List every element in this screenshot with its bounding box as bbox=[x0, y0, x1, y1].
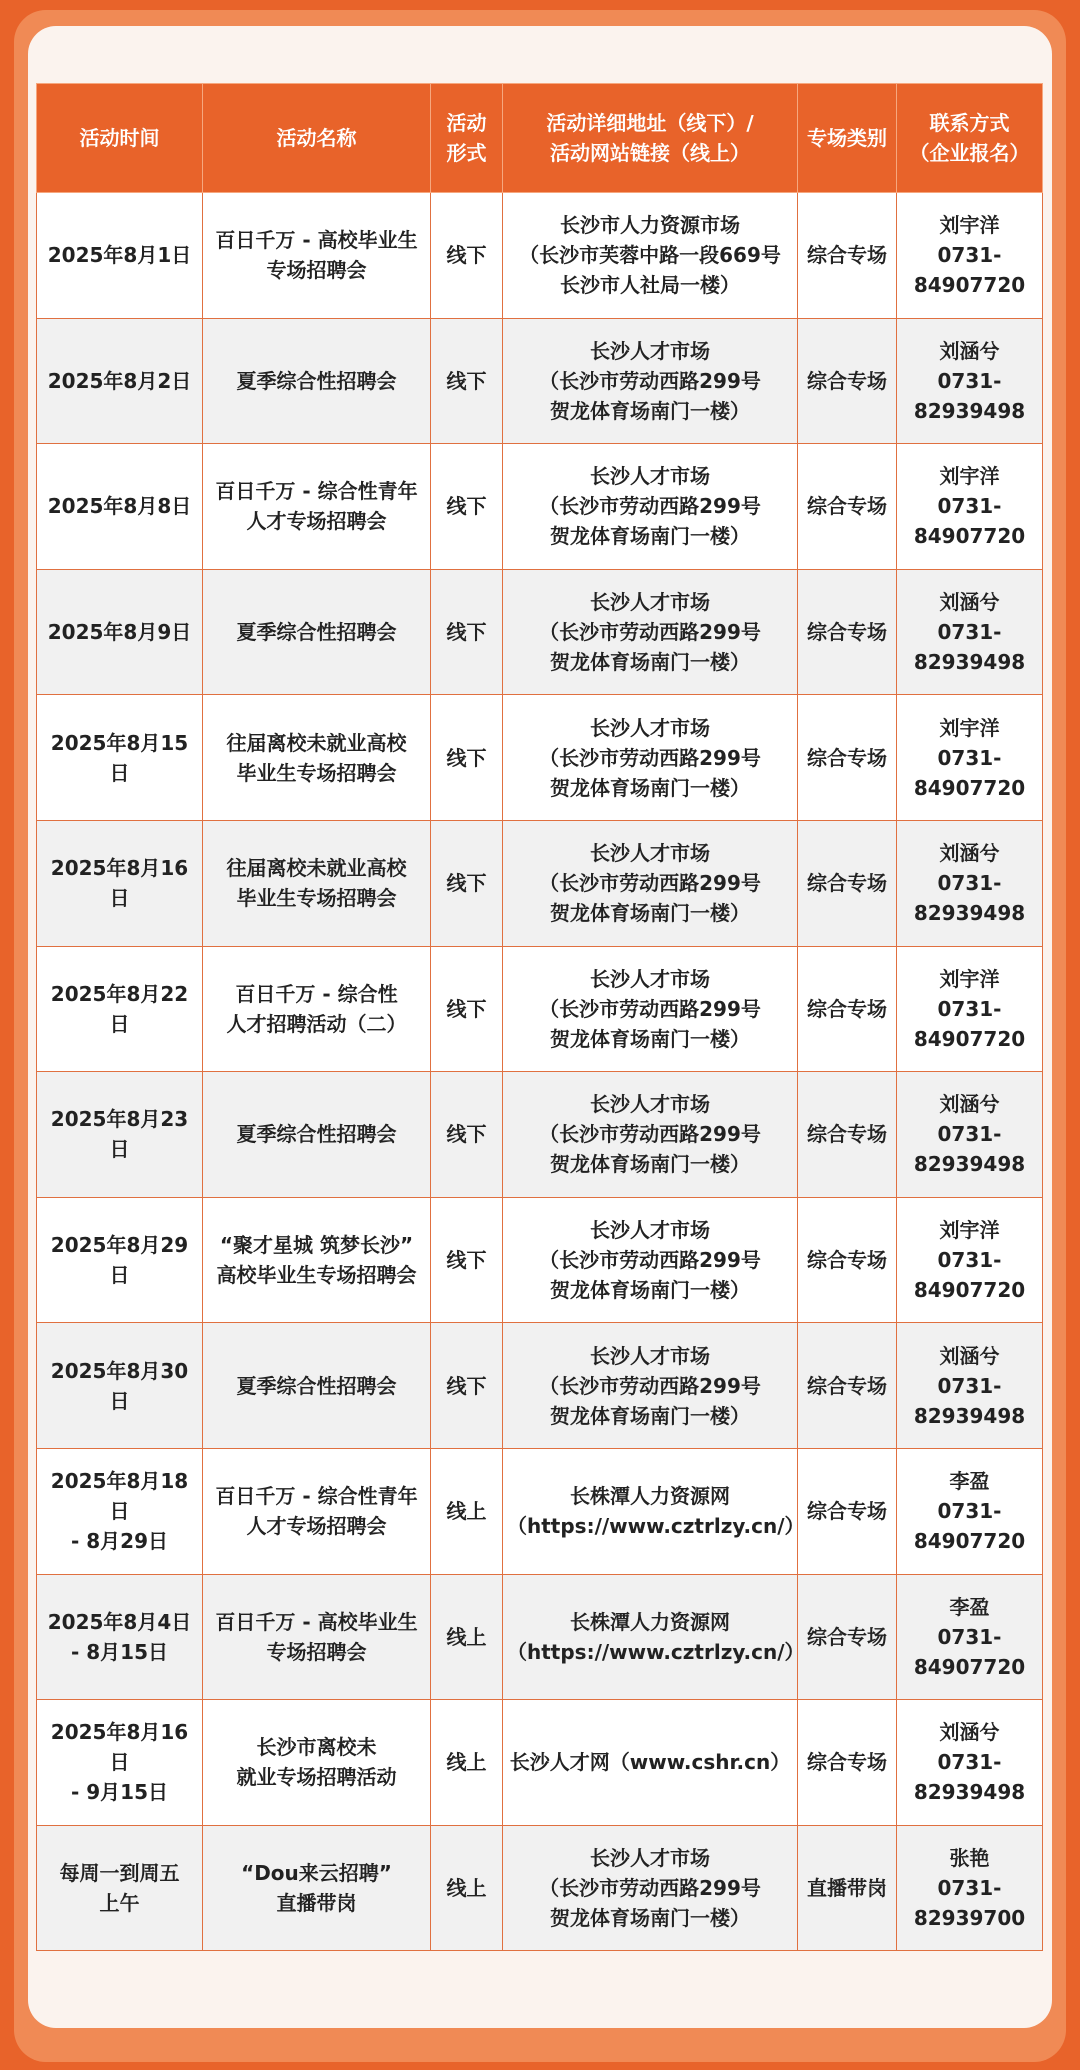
cell-event-time: 2025年8月29日 bbox=[37, 1197, 203, 1323]
table-row bbox=[37, 1700, 1043, 1826]
cell-event-category: 综合专场 bbox=[798, 1072, 897, 1198]
cell-contact: 刘宇洋 0731- 84907720 bbox=[897, 1197, 1043, 1323]
cell-event-name: 百日千万 - 高校毕业生 专场招聘会 bbox=[203, 1574, 431, 1700]
header-contact: 联系方式 （企业报名） bbox=[897, 84, 1043, 193]
cell-event-name: 夏季综合性招聘会 bbox=[203, 1323, 431, 1449]
cell-event-time: 2025年8月8日 bbox=[37, 444, 203, 570]
cell-event-time: 2025年8月9日 bbox=[37, 569, 203, 695]
cell-event-category: 综合专场 bbox=[798, 1574, 897, 1700]
cell-event-category: 直播带岗 bbox=[798, 1825, 897, 1951]
cell-contact: 刘涵兮 0731- 82939498 bbox=[897, 318, 1043, 444]
cell-event-category: 综合专场 bbox=[798, 569, 897, 695]
table-row bbox=[37, 1197, 1043, 1323]
cell-event-name: “Dou来云招聘” 直播带岗 bbox=[203, 1825, 431, 1951]
cell-event-time: 2025年8月30日 bbox=[37, 1323, 203, 1449]
cell-event-format: 线上 bbox=[431, 1448, 503, 1574]
cell-event-name: 百日千万 - 综合性青年 人才专场招聘会 bbox=[203, 444, 431, 570]
cell-event-name: 夏季综合性招聘会 bbox=[203, 318, 431, 444]
cell-event-name: 往届离校未就业高校 毕业生专场招聘会 bbox=[203, 695, 431, 821]
cell-event-category: 综合专场 bbox=[798, 820, 897, 946]
cell-event-address: 长沙人才网（www.cshr.cn） bbox=[503, 1700, 798, 1826]
cell-contact: 李盈 0731- 84907720 bbox=[897, 1574, 1043, 1700]
cell-contact: 刘宇洋 0731- 84907720 bbox=[897, 946, 1043, 1072]
cell-event-format: 线下 bbox=[431, 193, 503, 319]
cell-event-address: 长株潭人力资源网 （https://www.cztrlzy.cn/） bbox=[503, 1448, 798, 1574]
cell-event-format: 线下 bbox=[431, 1323, 503, 1449]
table-row bbox=[37, 1072, 1043, 1198]
table-row bbox=[37, 318, 1043, 444]
cell-event-time: 2025年8月15日 bbox=[37, 695, 203, 821]
cell-event-time: 每周一到周五 上午 bbox=[37, 1825, 203, 1951]
table-header-row bbox=[37, 84, 1043, 193]
table-row bbox=[37, 444, 1043, 570]
table-row bbox=[37, 569, 1043, 695]
cell-event-format: 线下 bbox=[431, 569, 503, 695]
table-row bbox=[37, 820, 1043, 946]
cell-contact: 刘涵兮 0731- 82939498 bbox=[897, 1072, 1043, 1198]
cell-event-format: 线下 bbox=[431, 946, 503, 1072]
cell-event-category: 综合专场 bbox=[798, 946, 897, 1072]
cell-event-time: 2025年8月16日 - 9月15日 bbox=[37, 1700, 203, 1826]
cell-contact: 刘涵兮 0731- 82939498 bbox=[897, 1323, 1043, 1449]
cell-contact: 刘宇洋 0731- 84907720 bbox=[897, 695, 1043, 821]
cell-event-category: 综合专场 bbox=[798, 318, 897, 444]
cell-event-category: 综合专场 bbox=[798, 193, 897, 319]
cell-event-time: 2025年8月1日 bbox=[37, 193, 203, 319]
table-row bbox=[37, 193, 1043, 319]
cell-event-address: 长沙人才市场 （长沙市劳动西路299号 贺龙体育场南门一楼） bbox=[503, 1323, 798, 1449]
cell-event-time: 2025年8月2日 bbox=[37, 318, 203, 444]
header-event-format: 活动 形式 bbox=[431, 84, 503, 193]
cell-event-address: 长沙人才市场 （长沙市劳动西路299号 贺龙体育场南门一楼） bbox=[503, 1197, 798, 1323]
table-row bbox=[37, 946, 1043, 1072]
cell-event-address: 长沙人才市场 （长沙市劳动西路299号 贺龙体育场南门一楼） bbox=[503, 946, 798, 1072]
cell-event-format: 线上 bbox=[431, 1574, 503, 1700]
cell-event-address: 长沙市人力资源市场 （长沙市芙蓉中路一段669号 长沙市人社局一楼） bbox=[503, 193, 798, 319]
table-row bbox=[37, 1574, 1043, 1700]
cell-event-format: 线下 bbox=[431, 444, 503, 570]
cell-contact: 张艳 0731- 82939700 bbox=[897, 1825, 1043, 1951]
cell-event-name: 百日千万 - 综合性 人才招聘活动（二） bbox=[203, 946, 431, 1072]
cell-event-category: 综合专场 bbox=[798, 1448, 897, 1574]
cell-event-format: 线上 bbox=[431, 1825, 503, 1951]
cell-contact: 刘涵兮 0731- 82939498 bbox=[897, 820, 1043, 946]
cell-event-address: 长株潭人力资源网 （https://www.cztrlzy.cn/） bbox=[503, 1574, 798, 1700]
cell-contact: 刘涵兮 0731- 82939498 bbox=[897, 1700, 1043, 1826]
cell-event-time: 2025年8月4日 - 8月15日 bbox=[37, 1574, 203, 1700]
cell-event-address: 长沙人才市场 （长沙市劳动西路299号 贺龙体育场南门一楼） bbox=[503, 820, 798, 946]
cell-event-time: 2025年8月18日 - 8月29日 bbox=[37, 1448, 203, 1574]
table-row bbox=[37, 695, 1043, 821]
cell-event-category: 综合专场 bbox=[798, 1700, 897, 1826]
cell-event-name: 百日千万 - 综合性青年 人才专场招聘会 bbox=[203, 1448, 431, 1574]
cell-event-name: 夏季综合性招聘会 bbox=[203, 569, 431, 695]
table-row bbox=[37, 1448, 1043, 1574]
cell-contact: 李盈 0731- 84907720 bbox=[897, 1448, 1043, 1574]
cell-event-category: 综合专场 bbox=[798, 1197, 897, 1323]
cell-event-address: 长沙人才市场 （长沙市劳动西路299号 贺龙体育场南门一楼） bbox=[503, 1825, 798, 1951]
cell-event-time: 2025年8月22日 bbox=[37, 946, 203, 1072]
cell-event-name: 夏季综合性招聘会 bbox=[203, 1072, 431, 1198]
cell-event-format: 线下 bbox=[431, 1197, 503, 1323]
cell-event-category: 综合专场 bbox=[798, 444, 897, 570]
cell-contact: 刘宇洋 0731- 84907720 bbox=[897, 444, 1043, 570]
table-row bbox=[37, 1825, 1043, 1951]
cell-event-address: 长沙人才市场 （长沙市劳动西路299号 贺龙体育场南门一楼） bbox=[503, 569, 798, 695]
cell-event-name: 往届离校未就业高校 毕业生专场招聘会 bbox=[203, 820, 431, 946]
cell-event-format: 线上 bbox=[431, 1700, 503, 1826]
cell-event-address: 长沙人才市场 （长沙市劳动西路299号 贺龙体育场南门一楼） bbox=[503, 444, 798, 570]
cell-contact: 刘宇洋 0731- 84907720 bbox=[897, 193, 1043, 319]
header-event-address: 活动详细地址（线下）/ 活动网站链接（线上） bbox=[503, 84, 798, 193]
cell-event-address: 长沙人才市场 （长沙市劳动西路299号 贺龙体育场南门一楼） bbox=[503, 1072, 798, 1198]
cell-event-name: 长沙市离校未 就业专场招聘活动 bbox=[203, 1700, 431, 1826]
cell-event-format: 线下 bbox=[431, 318, 503, 444]
cell-event-category: 综合专场 bbox=[798, 695, 897, 821]
header-event-category: 专场类别 bbox=[798, 84, 897, 193]
table-row bbox=[37, 1323, 1043, 1449]
header-event-name: 活动名称 bbox=[203, 84, 431, 193]
cell-event-category: 综合专场 bbox=[798, 1323, 897, 1449]
cell-event-time: 2025年8月23日 bbox=[37, 1072, 203, 1198]
cell-event-address: 长沙人才市场 （长沙市劳动西路299号 贺龙体育场南门一楼） bbox=[503, 318, 798, 444]
cell-event-format: 线下 bbox=[431, 695, 503, 821]
cell-event-address: 长沙人才市场 （长沙市劳动西路299号 贺龙体育场南门一楼） bbox=[503, 695, 798, 821]
cell-event-name: “聚才星城 筑梦长沙” 高校毕业生专场招聘会 bbox=[203, 1197, 431, 1323]
cell-contact: 刘涵兮 0731- 82939498 bbox=[897, 569, 1043, 695]
recruitment-schedule-table bbox=[36, 83, 1043, 1951]
cell-event-time: 2025年8月16日 bbox=[37, 820, 203, 946]
cell-event-name: 百日千万 - 高校毕业生 专场招聘会 bbox=[203, 193, 431, 319]
cell-event-format: 线下 bbox=[431, 820, 503, 946]
header-event-time: 活动时间 bbox=[37, 84, 203, 193]
cell-event-format: 线下 bbox=[431, 1072, 503, 1198]
